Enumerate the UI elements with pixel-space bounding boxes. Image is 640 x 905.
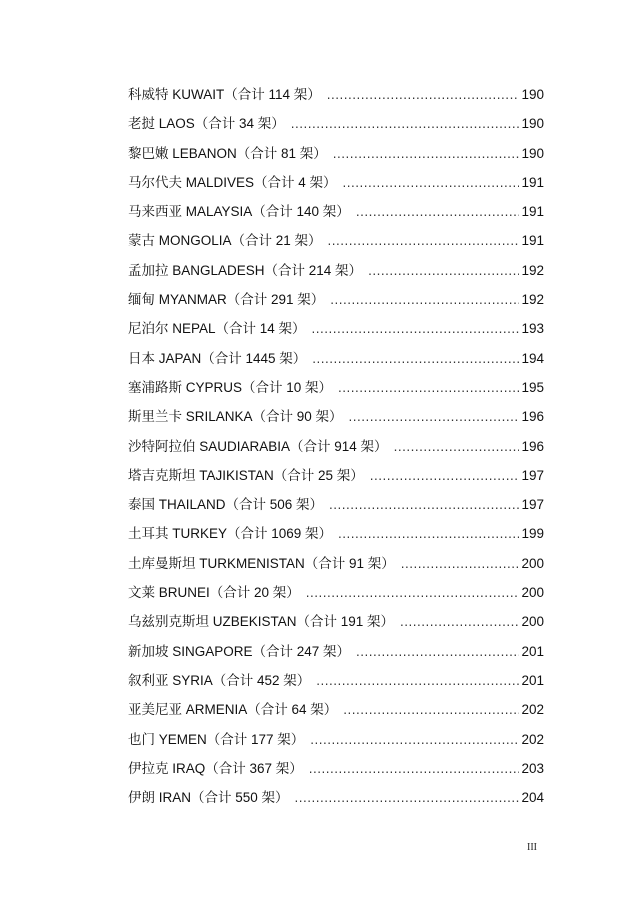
- table-of-contents: [128, 80, 544, 812]
- toc-entry[interactable]: [128, 285, 544, 314]
- toc-entry-title: 日本 JAPAN（合计 1445 架）: [128, 350, 307, 366]
- toc-entry-title: 蒙古 MONGOLIA（合计 21 架）: [128, 233, 322, 249]
- toc-entry-page: 194: [521, 350, 544, 366]
- toc-dot-leader: [349, 402, 520, 431]
- toc-dot-leader: [306, 578, 520, 607]
- page-number: III: [527, 842, 537, 853]
- toc-dot-leader: [327, 80, 520, 109]
- toc-entry[interactable]: [128, 578, 544, 607]
- toc-entry[interactable]: [128, 168, 544, 197]
- toc-entry-title: 叙利亚 SYRIA（合计 452 架）: [128, 672, 311, 688]
- toc-entry-title: 老挝 LAOS（合计 34 架）: [128, 116, 285, 132]
- toc-entry[interactable]: [128, 725, 544, 754]
- toc-dot-leader: [328, 226, 520, 255]
- toc-entry-page: 196: [521, 409, 544, 425]
- toc-entry-title: 亚美尼亚 ARMENIA（合计 64 架）: [128, 702, 338, 718]
- toc-entry[interactable]: [128, 666, 544, 695]
- toc-dot-leader: [316, 666, 519, 695]
- toc-entry-page: 200: [521, 585, 544, 601]
- toc-entry-page: 200: [521, 555, 544, 571]
- toc-dot-leader: [329, 490, 519, 519]
- toc-entry-page: 190: [521, 87, 544, 102]
- toc-dot-leader: [401, 549, 520, 578]
- toc-dot-leader: [368, 256, 519, 285]
- toc-dot-leader: [400, 607, 519, 636]
- toc-entry-page: 191: [521, 204, 544, 220]
- toc-entry-title: 也门 YEMEN（合计 177 架）: [128, 731, 305, 747]
- toc-dot-leader: [338, 519, 519, 548]
- toc-entry[interactable]: [128, 80, 544, 109]
- toc-entry[interactable]: [128, 607, 544, 636]
- toc-dot-leader: [291, 109, 520, 138]
- toc-dot-leader: [312, 314, 520, 343]
- toc-dot-leader: [295, 783, 520, 812]
- toc-entry-page: 202: [521, 731, 544, 747]
- toc-entry-page: 201: [521, 643, 544, 659]
- toc-entry[interactable]: [128, 109, 544, 138]
- toc-entry-title: 土耳其 TURKEY（合计 1069 架）: [128, 526, 333, 542]
- toc-entry-title: 缅甸 MYANMAR（合计 291 架）: [128, 292, 325, 308]
- toc-entry-page: 193: [521, 321, 544, 337]
- toc-entry-page: 191: [521, 233, 544, 249]
- toc-entry-page: 200: [521, 614, 544, 630]
- toc-entry[interactable]: [128, 549, 544, 578]
- toc-entry-title: 黎巴嫩 LEBANON（合计 81 架）: [128, 145, 327, 161]
- toc-dot-leader: [333, 139, 520, 168]
- toc-entry[interactable]: [128, 461, 544, 490]
- toc-entry-title: 马来西亚 MALAYSIA（合计 140 架）: [128, 204, 350, 220]
- toc-entry[interactable]: [128, 695, 544, 724]
- toc-dot-leader: [338, 373, 519, 402]
- toc-entry[interactable]: [128, 344, 544, 373]
- toc-entry[interactable]: [128, 197, 544, 226]
- toc-entry-title: 土库曼斯坦 TURKMENISTAN（合计 91 架）: [128, 555, 395, 571]
- toc-entry[interactable]: [128, 432, 544, 461]
- toc-entry-title: 文莱 BRUNEI（合计 20 架）: [128, 585, 300, 601]
- toc-entry[interactable]: [128, 314, 544, 343]
- toc-dot-leader: [370, 461, 520, 490]
- toc-entry[interactable]: [128, 256, 544, 285]
- toc-entry-page: 202: [521, 702, 544, 718]
- toc-dot-leader: [312, 344, 519, 373]
- toc-entry-title: 斯里兰卡 SRILANKA（合计 90 架）: [128, 409, 343, 425]
- toc-entry-page: 192: [521, 292, 544, 308]
- toc-entry-page: 190: [521, 116, 544, 132]
- toc-entry-page: 204: [521, 790, 544, 806]
- toc-entry-title: 马尔代夫 MALDIVES（合计 4 架）: [128, 174, 337, 190]
- toc-entry-page: 197: [521, 467, 544, 483]
- toc-entry[interactable]: [128, 519, 544, 548]
- toc-entry-title: 沙特阿拉伯 SAUDIARABIA（合计 914 架）: [128, 438, 388, 454]
- toc-dot-leader: [356, 637, 519, 666]
- toc-dot-leader: [394, 432, 520, 461]
- toc-entry-page: 191: [521, 174, 544, 190]
- toc-entry[interactable]: [128, 490, 544, 519]
- toc-dot-leader: [356, 197, 520, 226]
- toc-entry-page: 197: [521, 497, 544, 513]
- toc-entry-page: 201: [521, 672, 544, 688]
- toc-entry-page: 203: [521, 760, 544, 776]
- toc-entry[interactable]: [128, 226, 544, 255]
- toc-entry-page: 195: [521, 379, 544, 395]
- toc-entry-title: 科威特 KUWAIT（合计 114 架）: [128, 87, 321, 102]
- toc-entry-title: 塞浦路斯 CYPRUS（合计 10 架）: [128, 379, 333, 395]
- toc-entry-title: 伊朗 IRAN（合计 550 架）: [128, 790, 289, 806]
- toc-entry-title: 乌兹别克斯坦 UZBEKISTAN（合计 191 架）: [128, 614, 395, 630]
- toc-entry[interactable]: [128, 402, 544, 431]
- toc-entry[interactable]: [128, 373, 544, 402]
- toc-entry[interactable]: [128, 754, 544, 783]
- toc-dot-leader: [343, 168, 520, 197]
- toc-dot-leader: [310, 725, 519, 754]
- toc-entry-title: 新加坡 SINGAPORE（合计 247 架）: [128, 643, 351, 659]
- toc-entry-title: 泰国 THAILAND（合计 506 架）: [128, 497, 324, 513]
- toc-entry[interactable]: [128, 783, 544, 812]
- toc-entry-title: 伊拉克 IRAQ（合计 367 架）: [128, 760, 303, 776]
- toc-entry-title: 孟加拉 BANGLADESH（合计 214 架）: [128, 262, 363, 278]
- toc-entry-title: 尼泊尔 NEPAL（合计 14 架）: [128, 321, 306, 337]
- toc-dot-leader: [343, 695, 519, 724]
- toc-dot-leader: [309, 754, 520, 783]
- toc-entry-page: 190: [521, 145, 544, 161]
- toc-entry-title: 塔吉克斯坦 TAJIKISTAN（合计 25 架）: [128, 467, 364, 483]
- toc-entry[interactable]: [128, 139, 544, 168]
- toc-entry-page: 199: [521, 526, 544, 542]
- toc-entry-page: 192: [521, 262, 544, 278]
- toc-entry[interactable]: [128, 637, 544, 666]
- toc-entry-page: 196: [521, 438, 544, 454]
- toc-dot-leader: [330, 285, 519, 314]
